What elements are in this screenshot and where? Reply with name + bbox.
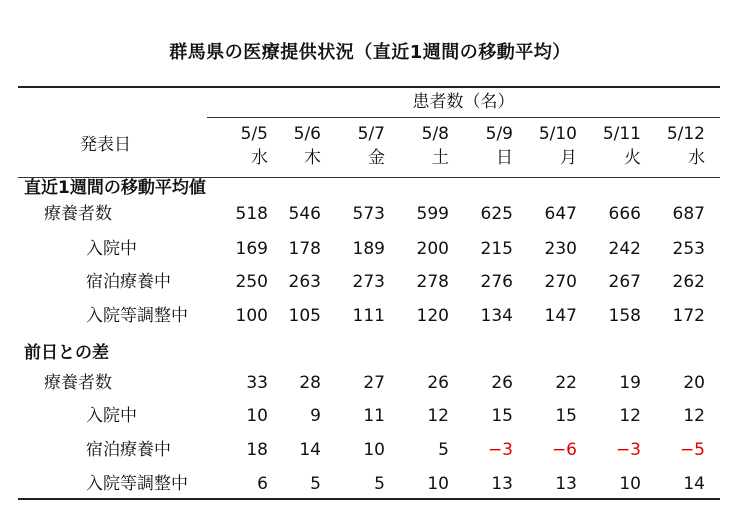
- table-cell: 22: [555, 373, 577, 393]
- weekday-header-3: 土: [432, 148, 449, 168]
- date-header-0: 5/5: [240, 124, 268, 144]
- table-cell: 599: [416, 204, 449, 224]
- date-header-7: 5/12: [666, 124, 705, 144]
- table-cell: −3: [615, 440, 641, 460]
- table-cell: −3: [487, 440, 513, 460]
- row-label: 入院等調整中: [86, 306, 188, 326]
- table-cell: 26: [427, 373, 449, 393]
- table-cell: 147: [544, 306, 577, 326]
- table-cell: 250: [235, 272, 268, 292]
- table-cell: 178: [288, 239, 321, 259]
- weekday-header-5: 月: [560, 148, 577, 168]
- table-cell: 267: [608, 272, 641, 292]
- date-column-label: 発表日: [80, 135, 131, 155]
- table-cell: 12: [427, 406, 449, 426]
- table-cell: 33: [246, 373, 268, 393]
- table-cell: 12: [683, 406, 705, 426]
- table-cell: 273: [352, 272, 385, 292]
- table-cell: −6: [551, 440, 577, 460]
- table-cell: 26: [491, 373, 513, 393]
- weekday-header-1: 木: [304, 148, 321, 168]
- row-label: 入院等調整中: [86, 474, 188, 494]
- table-cell: 20: [683, 373, 705, 393]
- table-cell: 215: [480, 239, 513, 259]
- table-cell: 28: [299, 373, 321, 393]
- table-cell: 100: [235, 306, 268, 326]
- table-cell: 230: [544, 239, 577, 259]
- table-cell: 546: [288, 204, 321, 224]
- table-cell: 242: [608, 239, 641, 259]
- section-label: 前日との差: [24, 343, 109, 363]
- table-cell: 263: [288, 272, 321, 292]
- table-cell: −5: [679, 440, 705, 460]
- table-cell: 13: [491, 474, 513, 494]
- table-cell: 19: [619, 373, 641, 393]
- table-cell: 14: [299, 440, 321, 460]
- table-cell: 169: [235, 239, 268, 259]
- weekday-header-0: 水: [251, 148, 268, 168]
- table-cell: 189: [352, 239, 385, 259]
- row-label: 宿泊療養中: [86, 272, 171, 292]
- row-label: 入院中: [86, 406, 137, 426]
- date-header-4: 5/9: [485, 124, 513, 144]
- table-cell: 10: [246, 406, 268, 426]
- date-header-1: 5/6: [293, 124, 321, 144]
- weekday-header-4: 日: [496, 148, 513, 168]
- table-cell: 253: [672, 239, 705, 259]
- section-label: 直近1週間の移動平均値: [24, 178, 206, 198]
- table-cell: 111: [352, 306, 385, 326]
- table-top-rule: [18, 86, 720, 88]
- table-cell: 105: [288, 306, 321, 326]
- table-cell: 518: [235, 204, 268, 224]
- date-header-5: 5/10: [538, 124, 577, 144]
- table-cell: 18: [246, 440, 268, 460]
- date-header-3: 5/8: [421, 124, 449, 144]
- table-cell: 200: [416, 239, 449, 259]
- table-cell: 625: [480, 204, 513, 224]
- table-cell: 14: [683, 474, 705, 494]
- table-cell: 262: [672, 272, 705, 292]
- table-cell: 134: [480, 306, 513, 326]
- group-header: 患者数（名）: [412, 92, 515, 112]
- weekday-header-7: 水: [688, 148, 705, 168]
- table-bottom-rule: [18, 498, 720, 500]
- group-header-rule: [207, 117, 720, 118]
- table-cell: 15: [555, 406, 577, 426]
- weekday-header-6: 火: [624, 148, 641, 168]
- table-cell: 666: [608, 204, 641, 224]
- table-cell: 172: [672, 306, 705, 326]
- table-cell: 120: [416, 306, 449, 326]
- weekday-header-2: 金: [368, 148, 385, 168]
- table-cell: 276: [480, 272, 513, 292]
- table-cell: 158: [608, 306, 641, 326]
- table-cell: 278: [416, 272, 449, 292]
- date-header-2: 5/7: [357, 124, 385, 144]
- table-cell: 10: [619, 474, 641, 494]
- table-cell: 687: [672, 204, 705, 224]
- table-cell: 270: [544, 272, 577, 292]
- table-cell: 13: [555, 474, 577, 494]
- table-cell: 573: [352, 204, 385, 224]
- table-cell: 647: [544, 204, 577, 224]
- row-label: 入院中: [86, 239, 137, 259]
- table-cell: 5: [310, 474, 321, 494]
- table-cell: 10: [427, 474, 449, 494]
- date-header-6: 5/11: [602, 124, 641, 144]
- table-cell: 6: [257, 474, 268, 494]
- table-cell: 11: [363, 406, 385, 426]
- table-cell: 9: [310, 406, 321, 426]
- table-cell: 27: [363, 373, 385, 393]
- table-cell: 5: [374, 474, 385, 494]
- table-cell: 10: [363, 440, 385, 460]
- page-title: 群馬県の医療提供状況（直近1週間の移動平均）: [169, 42, 571, 63]
- row-label: 宿泊療養中: [86, 440, 171, 460]
- table-cell: 15: [491, 406, 513, 426]
- row-label: 療養者数: [44, 373, 112, 393]
- row-label: 療養者数: [44, 204, 112, 224]
- table-cell: 5: [438, 440, 449, 460]
- table-cell: 12: [619, 406, 641, 426]
